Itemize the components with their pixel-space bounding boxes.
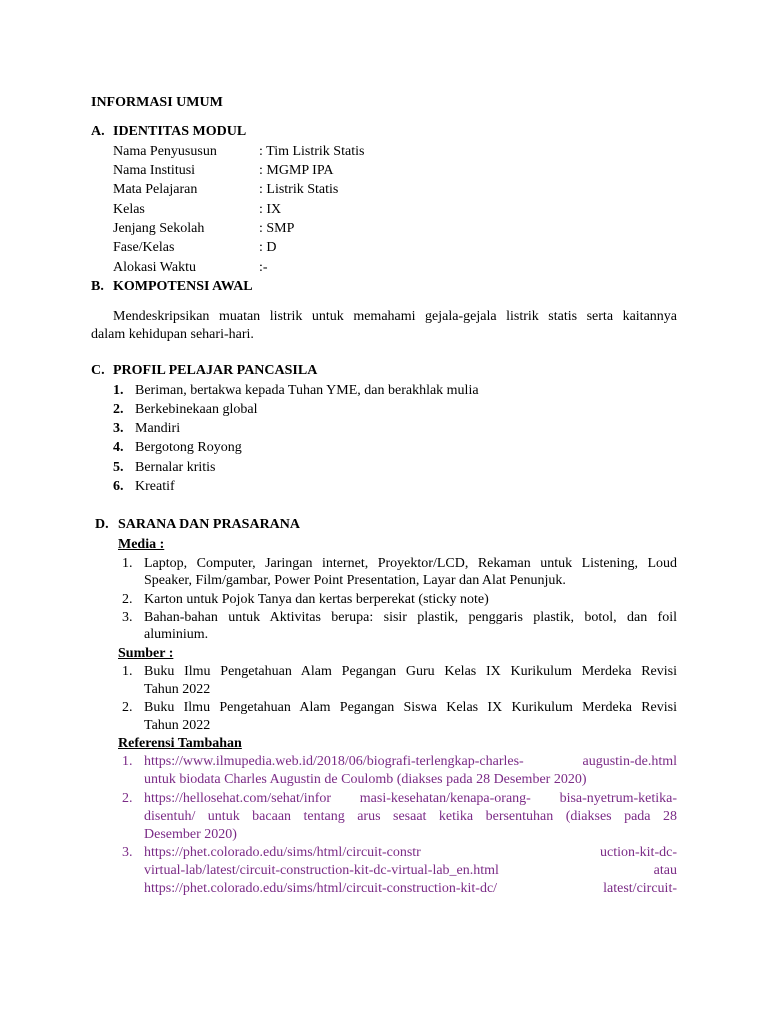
identity-label: Nama Penyususun xyxy=(113,144,217,159)
list-number: 1. xyxy=(122,664,133,679)
reference-text-line: disentuh/ untuk bacaan tentang arus sesaat ketika bersentuhan (diakses pada 28 xyxy=(144,809,677,824)
list-item: Berkebinekaan global xyxy=(135,402,258,417)
list-number: 3. xyxy=(122,610,133,625)
reference-link[interactable]: https://hellosehat.com/sehat/infor masi-kesehatan/kenapa-orang- bisa-nyetrum-ketika- xyxy=(144,791,677,806)
reference-link[interactable]: https://www.ilmupedia.web.id/2018/06/biografi-terlengkap-charles- xyxy=(144,754,524,769)
list-number: 3. xyxy=(122,845,133,860)
list-number: 1. xyxy=(122,754,133,769)
reference-link[interactable]: https://phet.colorado.edu/sims/html/circuit-construction-kit-dc/ xyxy=(144,881,498,896)
list-item: Mandiri xyxy=(135,421,181,436)
list-number: 6. xyxy=(113,479,124,494)
section-a-letter: A. xyxy=(91,124,105,139)
reference-text-line: Desember 2020) xyxy=(144,827,237,842)
media-item-line: aluminium. xyxy=(144,627,209,642)
list-number: 2. xyxy=(122,592,133,607)
identity-label: Nama Institusi xyxy=(113,163,196,178)
reference-link[interactable]: uction-kit-dc- xyxy=(600,845,677,860)
media-item-line: Laptop, Computer, Jaringan internet, Proyektor/LCD, Rekaman untuk Listening, Loud xyxy=(144,556,677,571)
reference-link[interactable]: https://phet.colorado.edu/sims/html/circuit-constr xyxy=(144,845,421,860)
list-item: Beriman, bertakwa kepada Tuhan YME, dan berakhlak mulia xyxy=(135,383,479,398)
reference-text-line: untuk biodata Charles Augustin de Coulomb (diakses pada 28 Desember 2020) xyxy=(144,772,587,787)
list-number: 5. xyxy=(113,460,124,475)
list-number: 2. xyxy=(122,700,133,715)
section-c-letter: C. xyxy=(91,363,105,378)
list-number: 1. xyxy=(122,556,133,571)
list-number: 2. xyxy=(122,791,133,806)
media-label: Media : xyxy=(118,537,165,552)
sumber-label: Sumber : xyxy=(118,646,174,661)
reference-link[interactable]: latest/circuit- xyxy=(603,881,677,896)
identity-value: :- xyxy=(259,260,268,275)
sumber-item-line: Buku Ilmu Pengetahuan Alam Pegangan Siswa Kelas IX Kurikulum Merdeka Revisi xyxy=(144,700,677,715)
section-d-letter: D. xyxy=(95,517,109,532)
section-b-letter: B. xyxy=(91,279,104,294)
identity-value: : SMP xyxy=(259,221,295,236)
identity-value: : Listrik Statis xyxy=(259,182,339,197)
section-d-heading: SARANA DAN PRASARANA xyxy=(118,517,301,532)
reference-text: atau xyxy=(653,863,677,878)
identity-label: Alokasi Waktu xyxy=(113,260,196,275)
reference-link[interactable]: virtual-lab/latest/circuit-construction-kit-dc-virtual-lab_en.html xyxy=(144,863,499,878)
identity-label: Fase/Kelas xyxy=(113,240,175,255)
sumber-item-line: Buku Ilmu Pengetahuan Alam Pegangan Guru Kelas IX Kurikulum Merdeka Revisi xyxy=(144,664,677,679)
identity-label: Kelas xyxy=(113,202,145,217)
identity-value: : MGMP IPA xyxy=(259,163,334,178)
identity-label: Mata Pelajaran xyxy=(113,182,198,197)
list-item: Bergotong Royong xyxy=(135,440,242,455)
media-item-line: Bahan-bahan untuk Aktivitas berupa: sisir plastik, penggaris plastik, botol, dan foil xyxy=(144,610,677,625)
section-b-paragraph-line: dalam kehidupan sehari-hari. xyxy=(91,327,254,342)
identity-value: : D xyxy=(259,240,277,255)
sumber-item-line: Tahun 2022 xyxy=(144,682,211,697)
list-number: 1. xyxy=(113,383,124,398)
list-item: Bernalar kritis xyxy=(135,460,216,475)
list-number: 2. xyxy=(113,402,124,417)
media-item-line: Speaker, Film/gambar, Power Point Presentation, Layar dan Alat Penunjuk. xyxy=(144,573,566,588)
list-item: Kreatif xyxy=(135,479,175,494)
section-b-heading: KOMPOTENSI AWAL xyxy=(113,279,253,294)
list-number: 4. xyxy=(113,440,124,455)
referensi-label: Referensi Tambahan xyxy=(118,736,242,751)
document-title: INFORMASI UMUM xyxy=(91,95,223,110)
media-item-line: Karton untuk Pojok Tanya dan kertas berperekat (sticky note) xyxy=(144,592,489,607)
list-number: 3. xyxy=(113,421,124,436)
reference-link[interactable]: augustin-de.html xyxy=(582,754,677,769)
identity-value: : IX xyxy=(259,202,282,217)
sumber-item-line: Tahun 2022 xyxy=(144,718,211,733)
section-a-heading: IDENTITAS MODUL xyxy=(113,124,247,139)
section-b-paragraph-line: Mendeskripsikan muatan listrik untuk memahami gejala-gejala listrik statis serta kaitannya xyxy=(113,309,677,324)
section-c-heading: PROFIL PELAJAR PANCASILA xyxy=(113,363,318,378)
identity-value: : Tim Listrik Statis xyxy=(259,144,365,159)
identity-label: Jenjang Sekolah xyxy=(113,221,205,236)
